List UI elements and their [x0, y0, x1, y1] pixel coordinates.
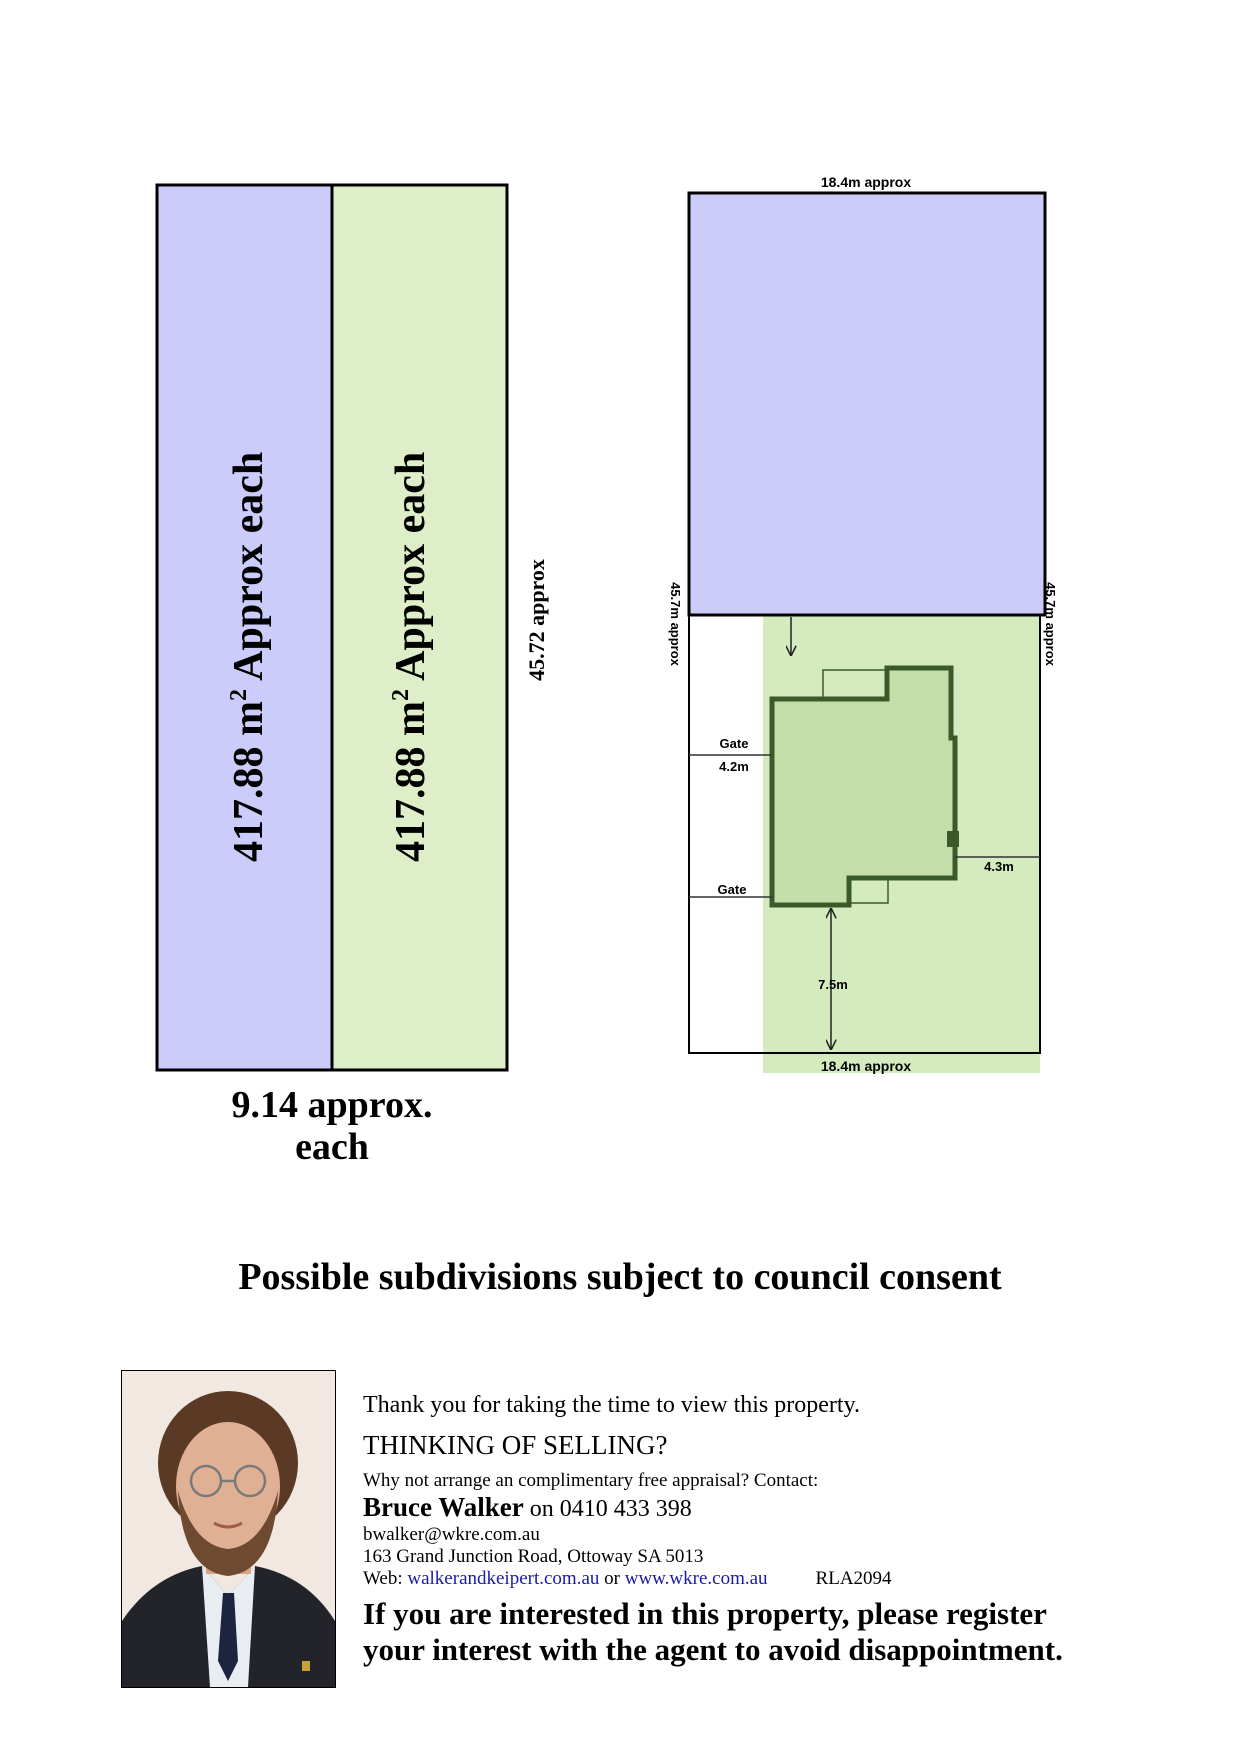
agent-phone: on 0410 433 398 — [523, 1496, 692, 1522]
agent-web — [363, 1568, 1223, 1590]
house-chimney — [947, 831, 959, 847]
web-link-2[interactable]: www.wkre.com.au — [624, 1568, 768, 1589]
thanks-text: Thank you for taking the time to view this property. — [363, 1392, 861, 1418]
web-link-1[interactable]: walkerandkeipert.com.au — [407, 1568, 600, 1589]
agent-name-phone — [363, 1492, 1223, 1524]
front-setback-label: 7.5m — [818, 977, 848, 992]
left-depth-label: 45.7m approx — [668, 582, 683, 666]
house-footprint — [772, 668, 955, 905]
thinking-of-selling-heading: THINKING OF SELLING? — [363, 1430, 668, 1460]
subdivision-caption: Possible subdivisions subject to council consent — [238, 1256, 1002, 1298]
lot-width-label-2: each — [295, 1126, 369, 1168]
rear-lot — [689, 193, 1045, 615]
agent-name: Bruce Walker — [363, 1492, 524, 1522]
agent-photo — [121, 1370, 336, 1688]
register-interest-line-1: If you are interested in this property, please register — [363, 1596, 1047, 1631]
web-label: Web: — [363, 1568, 408, 1589]
gate-2-label: Gate — [717, 882, 747, 897]
agent-email[interactable]: bwalker@wkre.com.au — [363, 1524, 540, 1545]
register-interest-line-2: your interest with the agent to avoid disappointment. — [363, 1632, 1063, 1667]
side-setback-label: 4.3m — [984, 859, 1014, 874]
bottom-width-label: 18.4m approx — [820, 1058, 912, 1074]
licence-number: RLA2094 — [815, 1568, 892, 1589]
appraisal-text: Why not arrange an complimentary free appraisal? Contact: — [363, 1470, 819, 1491]
agent-address: 163 Grand Junction Road, Ottoway SA 5013 — [363, 1546, 704, 1567]
gate-1-label: Gate — [719, 736, 749, 751]
web-or: or — [599, 1568, 625, 1589]
lot-depth-label: 45.72 approx — [524, 559, 549, 681]
lot-b-area-label: 417.88 $m^2$ Approx each — [388, 451, 434, 862]
agent-contact-block — [363, 1390, 1223, 1668]
right-depth-label: 45.7m approx — [1043, 582, 1058, 666]
lot-a-area-label: 417.88 $m^2$ Approx each — [226, 451, 272, 862]
top-width-label: 18.4m approx — [820, 174, 912, 190]
gate-1-width-label: 4.2m — [719, 759, 749, 774]
lot-width-label-1: 9.14 approx. — [231, 1084, 433, 1126]
